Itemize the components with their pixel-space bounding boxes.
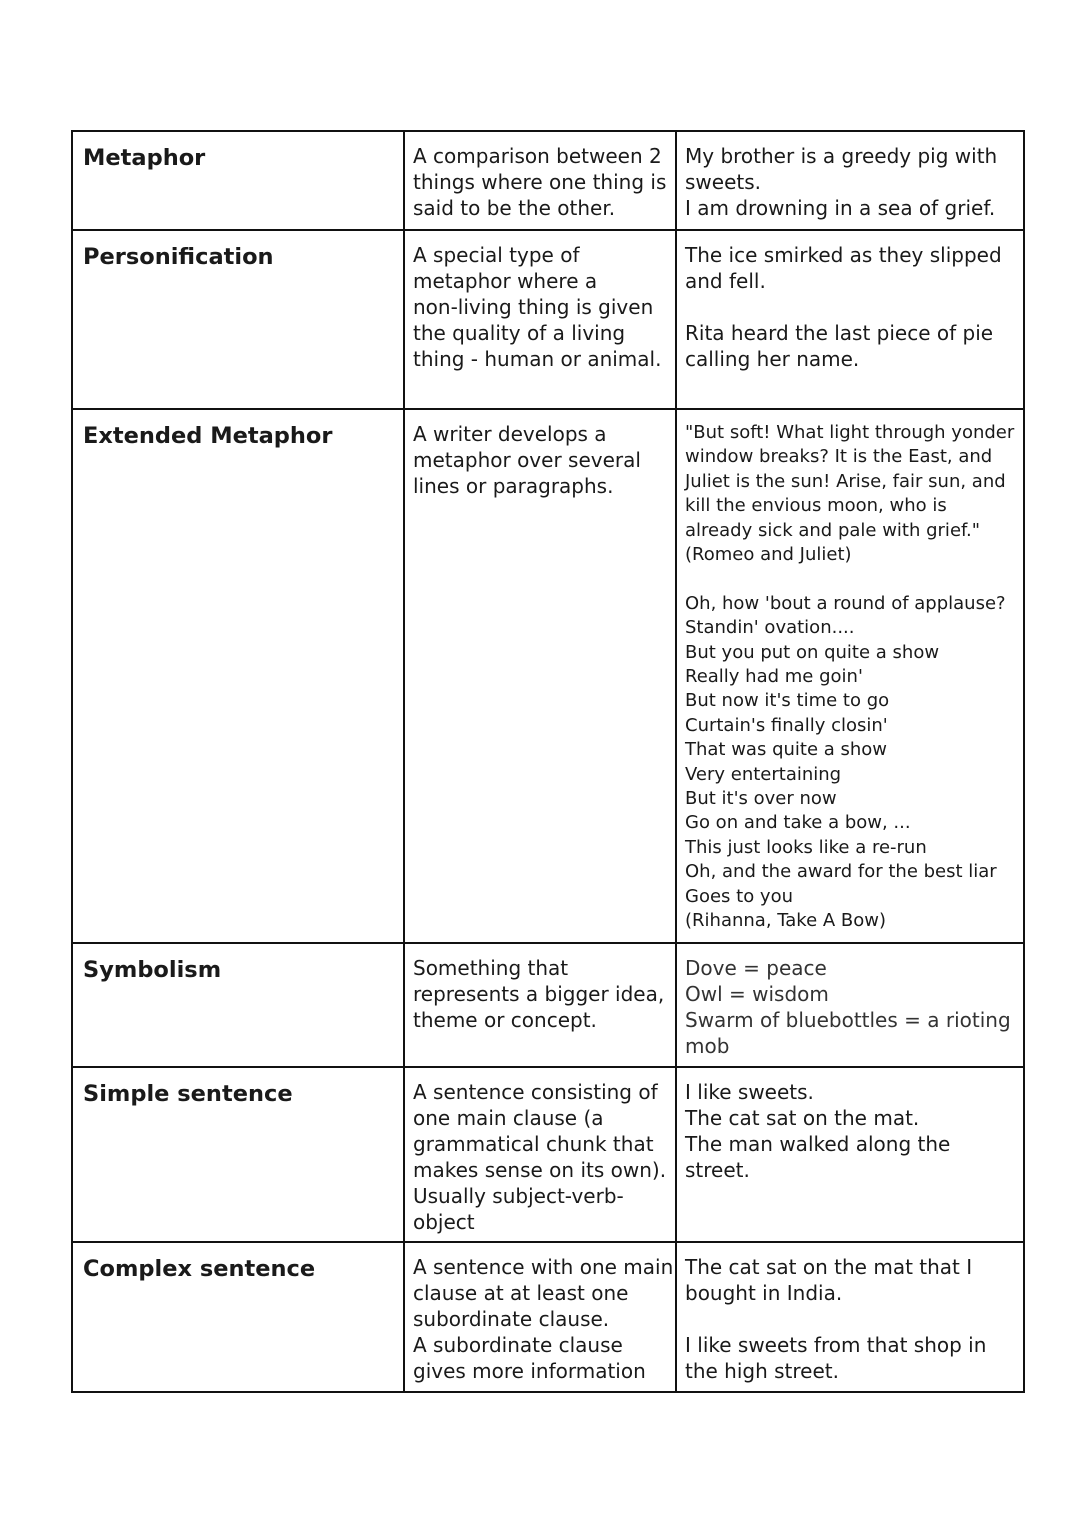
example-cell	[676, 1067, 1024, 1242]
definition-line: lines or paragraphs.	[413, 474, 614, 498]
definition-line: things where one thing is	[413, 170, 667, 194]
definition-line: Usually subject-verb-	[413, 1184, 624, 1208]
definition-cell	[404, 230, 676, 409]
example-gap	[685, 567, 1023, 591]
example-cell	[676, 1242, 1024, 1392]
definition-line: represents a bigger idea,	[413, 982, 665, 1006]
table-row	[72, 409, 1024, 943]
definition-line: object	[413, 1210, 475, 1234]
definition-line: the quality of a living	[413, 321, 626, 345]
example-line: Dove = peace	[685, 956, 827, 980]
example-line: This just looks like a re-run	[685, 836, 927, 858]
term-cell: Symbolism	[72, 943, 404, 1067]
example-line: Oh, how 'bout a round of applause?	[685, 592, 1006, 614]
example-line: "But soft! What light through yonder	[685, 422, 1015, 443]
table-row	[72, 230, 1024, 409]
example-line: The ice smirked as they slipped	[685, 243, 1002, 267]
example-line: My brother is a greedy pig with	[685, 144, 998, 168]
example-gap	[685, 294, 1023, 320]
definition-cell	[404, 409, 676, 943]
definition-line: A subordinate clause	[413, 1333, 623, 1357]
table-row	[72, 1067, 1024, 1242]
example-cell	[676, 409, 1024, 943]
example-line: Juliet is the sun! Arise, fair sun, and	[685, 470, 1006, 492]
definition-line: A comparison between 2	[413, 144, 662, 168]
definition-cell	[404, 131, 676, 230]
definition-line: metaphor where a	[413, 269, 598, 293]
definition-line: gives more information	[413, 1359, 646, 1383]
definition-line: non-living thing is given	[413, 295, 654, 319]
example-line: (Romeo and Juliet)	[685, 544, 852, 566]
definition-line: A special type of	[413, 243, 580, 267]
example-cell	[676, 131, 1024, 230]
term-cell: Metaphor	[72, 131, 404, 230]
term-cell: Personification	[72, 230, 404, 409]
definition-line: A writer develops a	[413, 422, 607, 446]
definition-cell	[404, 1242, 676, 1392]
example-line: But you put on quite a show	[685, 641, 940, 663]
term-cell: Simple sentence	[72, 1067, 404, 1242]
example-line: Owl = wisdom	[685, 982, 829, 1006]
example-line: That was quite a show	[685, 739, 888, 761]
example-line: But now it's time to go	[685, 690, 890, 712]
example-line: Oh, and the award for the best liar	[685, 861, 997, 883]
example-gap	[685, 1306, 1023, 1332]
example-line: I like sweets.	[685, 1080, 814, 1104]
example-line: But it's over now	[685, 788, 837, 810]
example-line: mob	[685, 1034, 730, 1058]
example-line: The cat sat on the mat.	[685, 1106, 920, 1130]
example-line: window breaks? It is the East, and	[685, 446, 993, 468]
example-line: I like sweets from that shop in	[685, 1333, 987, 1357]
definition-line: A sentence consisting of	[413, 1080, 658, 1104]
example-line: Very entertaining	[685, 763, 842, 785]
definition-cell	[404, 1067, 676, 1242]
example-line: bought in India.	[685, 1281, 843, 1305]
example-line: Curtain's finally closin'	[685, 714, 888, 736]
definition-line: Something that	[413, 956, 569, 980]
table-row	[72, 943, 1024, 1067]
definition-line: one main clause (a	[413, 1106, 604, 1130]
example-line: Swarm of bluebottles = a rioting	[685, 1008, 1011, 1032]
glossary-table	[71, 130, 1025, 1393]
example-line: Really had me goin'	[685, 666, 863, 688]
term-cell: Complex sentence	[72, 1242, 404, 1392]
definition-line: theme or concept.	[413, 1008, 597, 1032]
definition-line: A sentence with one main	[413, 1255, 674, 1279]
example-line: (Rihanna, Take A Bow)	[685, 910, 887, 932]
example-line: Standin' ovation....	[685, 617, 855, 639]
example-line: and fell.	[685, 269, 766, 293]
example-line: already sick and pale with grief."	[685, 519, 981, 541]
example-line: I am drowning in a sea of grief.	[685, 196, 996, 220]
definition-line: clause at at least one	[413, 1281, 629, 1305]
definition-cell	[404, 943, 676, 1067]
definition-line: said to be the other.	[413, 196, 616, 220]
term-cell: Extended Metaphor	[72, 409, 404, 943]
example-line: Go on and take a bow, ...	[685, 812, 911, 834]
definition-line: grammatical chunk that	[413, 1132, 654, 1156]
example-cell	[676, 230, 1024, 409]
definition-line: makes sense on its own).	[413, 1158, 667, 1182]
definition-line: metaphor over several	[413, 448, 641, 472]
example-line: Goes to you	[685, 885, 793, 907]
definition-line: thing - human or animal.	[413, 347, 662, 371]
example-line: the high street.	[685, 1359, 839, 1383]
example-line: Rita heard the last piece of pie	[685, 321, 994, 345]
table-row	[72, 131, 1024, 230]
example-line: calling her name.	[685, 347, 860, 371]
table-row	[72, 1242, 1024, 1392]
example-line: The cat sat on the mat that I	[685, 1255, 973, 1279]
definition-line: subordinate clause.	[413, 1307, 610, 1331]
example-line: kill the envious moon, who is	[685, 495, 947, 517]
example-line: street.	[685, 1158, 750, 1182]
example-cell	[676, 943, 1024, 1067]
example-line: sweets.	[685, 170, 762, 194]
example-line: The man walked along the	[685, 1132, 951, 1156]
